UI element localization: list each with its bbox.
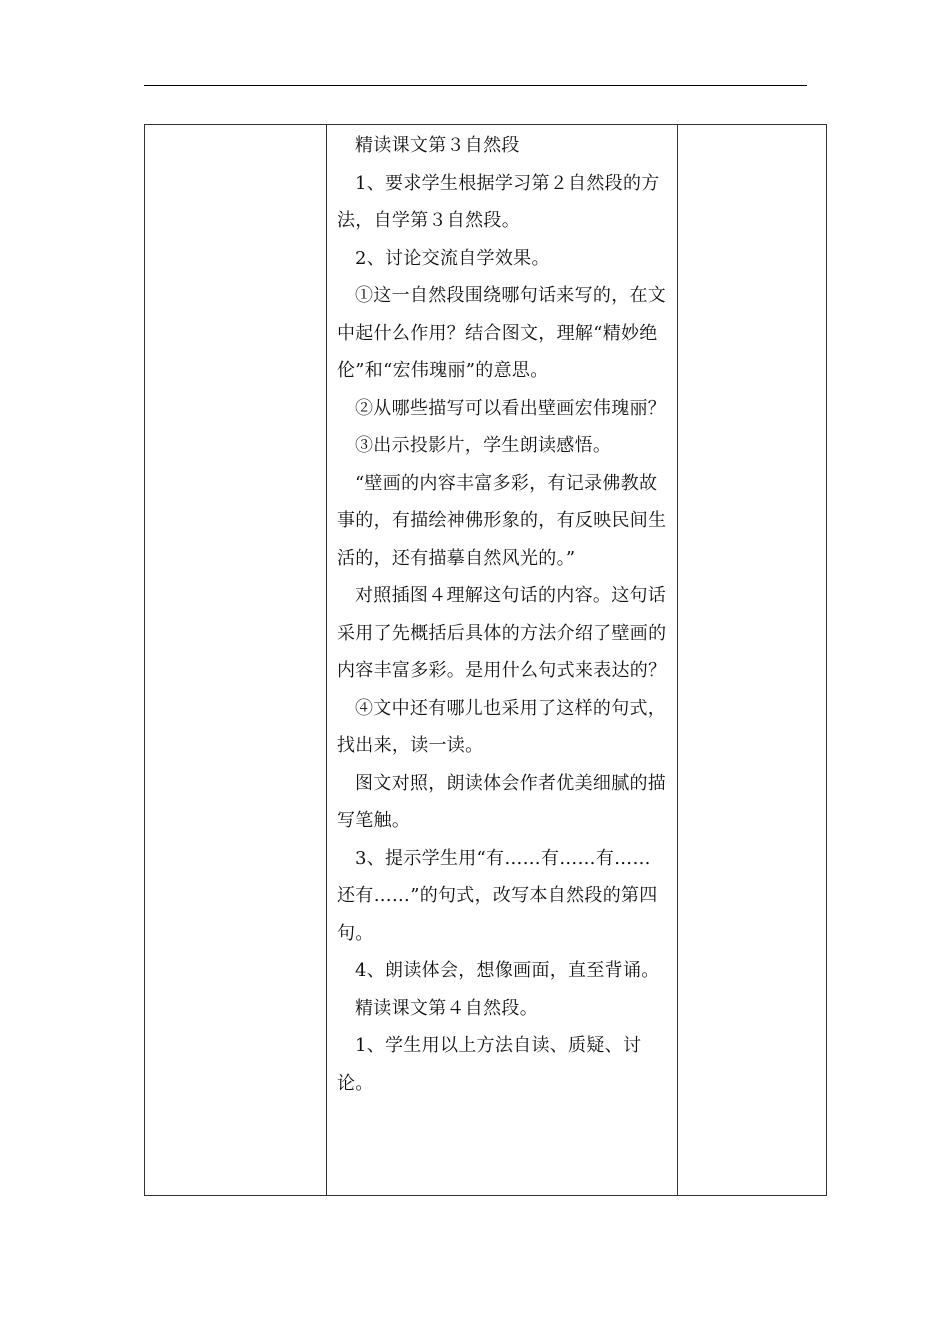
paragraph-step-3: 3、提示学生用“有……有……有……还有……”的句式，改写本自然段的第四句。 [337, 847, 658, 944]
table-row [145, 125, 827, 1196]
teaching-content [327, 125, 677, 1102]
paragraph-question-3: ③出示投影片，学生朗读感悟。 [355, 435, 612, 456]
paragraph-analysis: 对照插图４理解这句话的内容。这句话采用了先概括后具体的方法介绍了壁画的内容丰富多彩。是用什么句式来表达的？ [337, 585, 667, 681]
paragraph-step-4: 4、朗读体会，想像画面，直至背诵。 [355, 960, 660, 981]
paragraph-question-4: ④文中还有哪儿也采用了这样的句式，找出来，读一读。 [337, 697, 667, 756]
paragraph-question-2: ②从哪些描写可以看出壁画宏伟瑰丽？ [355, 397, 667, 419]
paragraph-step-2: 2、讨论交流自学效果。 [355, 247, 550, 269]
lesson-plan-table [144, 124, 827, 1196]
paragraph-heading-section-3: 精读课文第３自然段 [355, 135, 520, 156]
left-column-cell [145, 125, 327, 1196]
teaching-content-cell [327, 125, 678, 1196]
paragraph-read-aloud: 图文对照，朗读体会作者优美细腻的描写笔触。 [337, 772, 667, 831]
paragraph-heading-section-4: 精读课文第４自然段。 [355, 997, 538, 1019]
paragraph-section-4-step-1: 1、学生用以上方法自读、质疑、讨论。 [337, 1035, 642, 1094]
right-column-cell [678, 125, 827, 1196]
header-rule [144, 85, 807, 86]
paragraph-quote: “壁画的内容丰富多彩，有记录佛教故事的，有描绘神佛形象的，有反映民间生活的，还有描摹自然风光的。” [337, 472, 667, 569]
paragraph-question-1: ①这一自然段围绕哪句话来写的，在文中起什么作用？结合图文，理解“精妙绝伦”和“宏伟瑰丽”的意思。 [337, 285, 667, 381]
paragraph-step-1: 1、要求学生根据学习第２自然段的方法，自学第３自然段。 [337, 172, 660, 231]
